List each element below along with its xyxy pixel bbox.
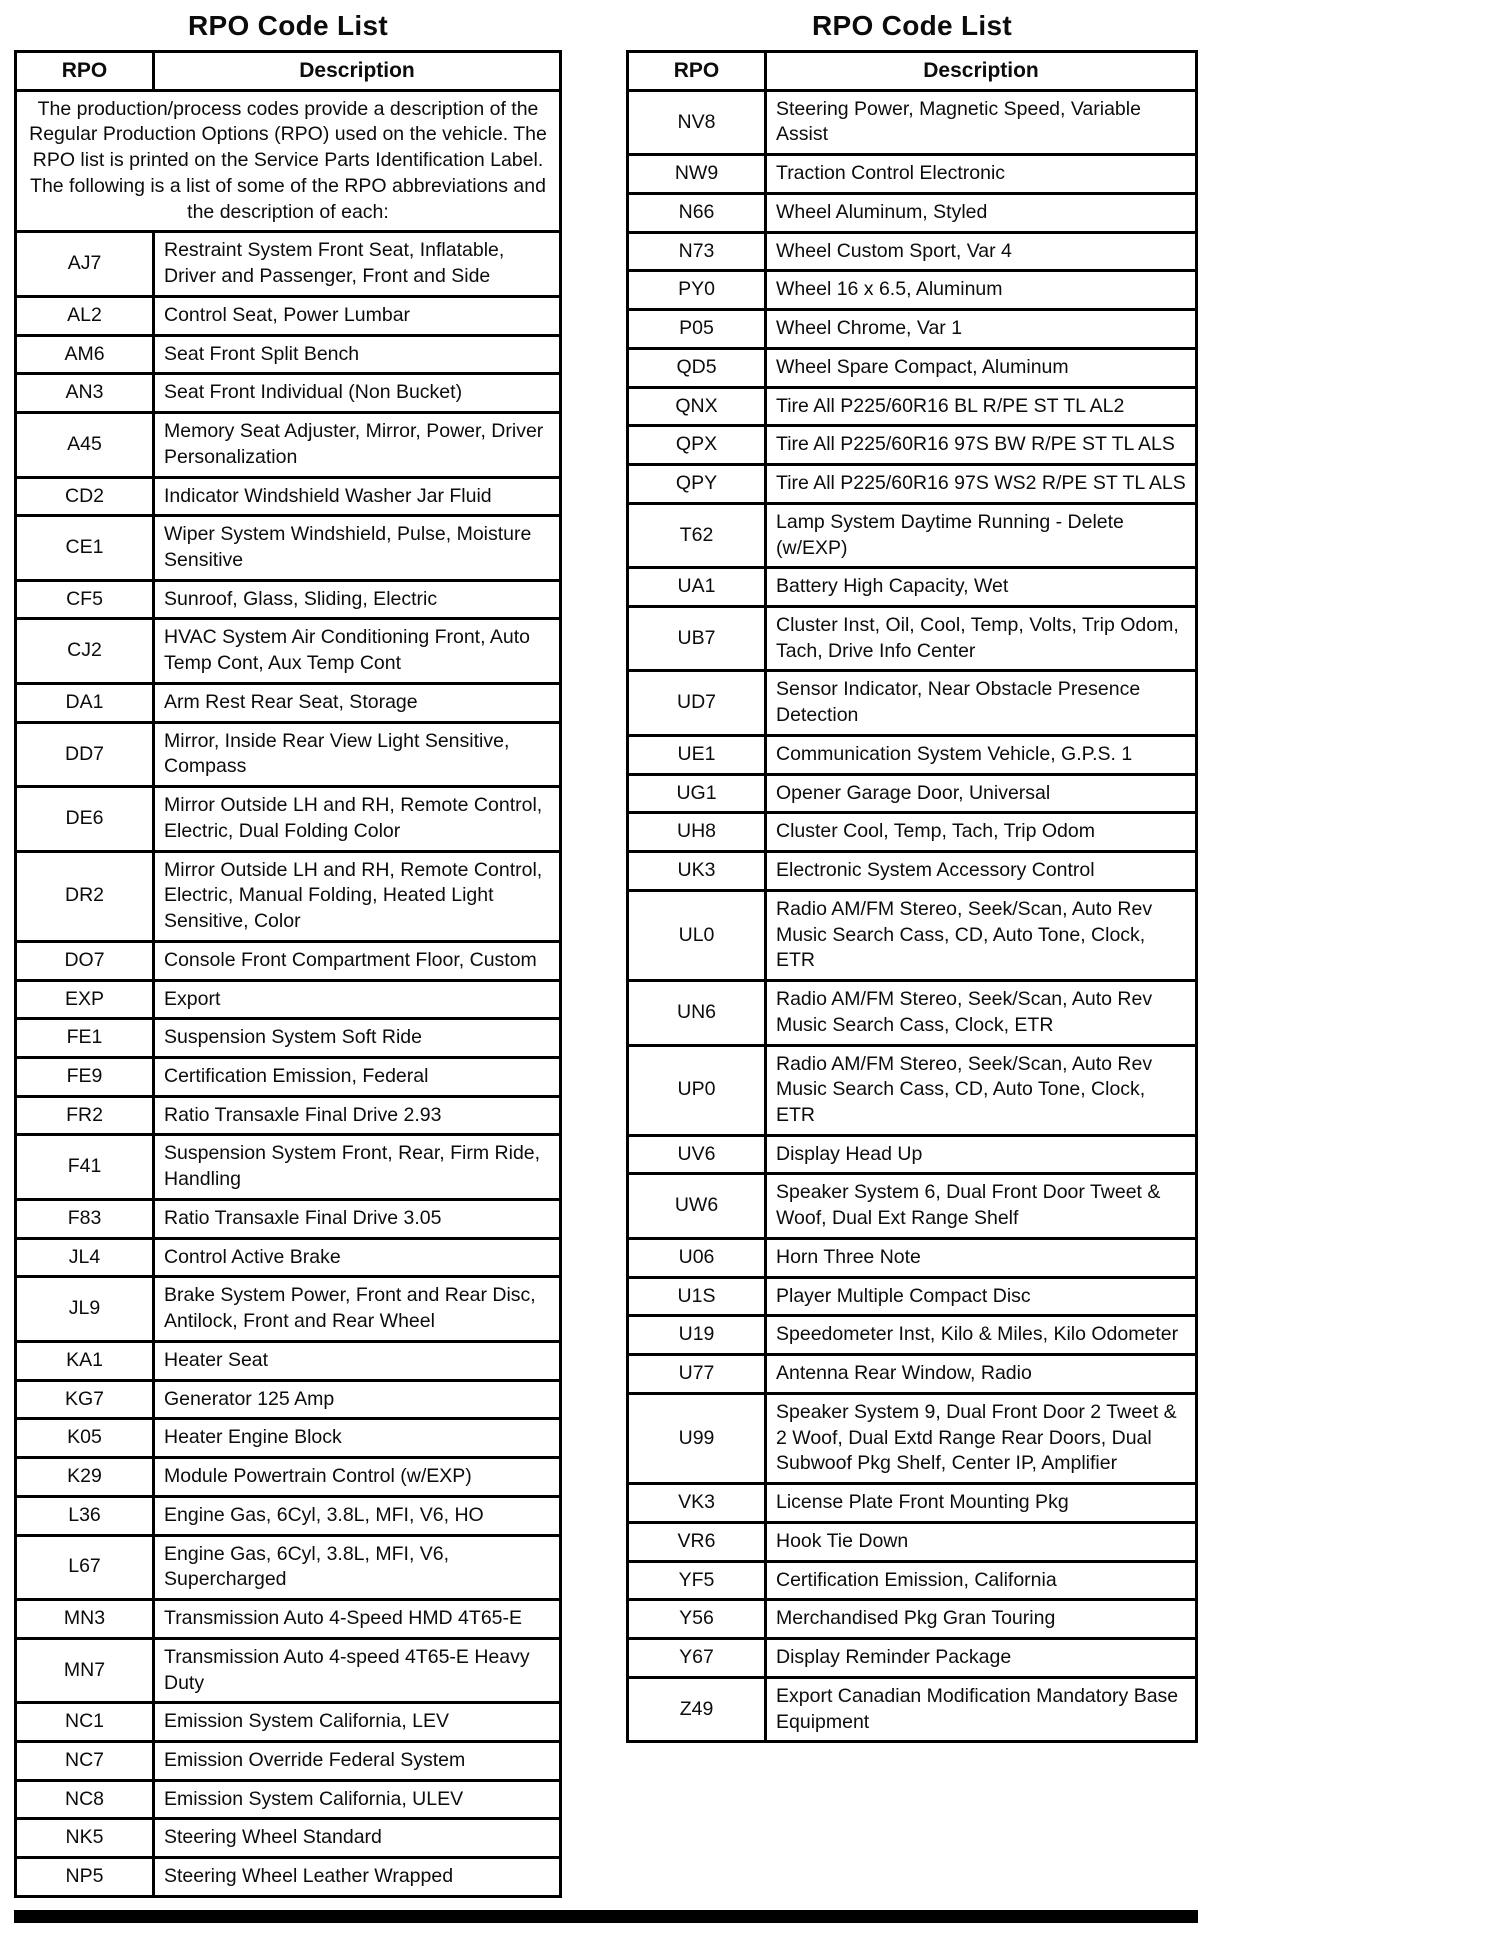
table-row (628, 1238, 1197, 1277)
rpo-description-cell: Wheel Aluminum, Styled (766, 193, 1197, 232)
rpo-code-cell: U06 (628, 1238, 766, 1277)
table-row (628, 852, 1197, 891)
table-row (16, 580, 561, 619)
rpo-column-header: RPO (16, 52, 154, 91)
rpo-description-cell: Console Front Compartment Floor, Custom (154, 941, 561, 980)
table-row (16, 374, 561, 413)
rpo-code-cell: UN6 (628, 981, 766, 1045)
table-row (16, 477, 561, 516)
table-row (16, 1135, 561, 1199)
rpo-description-cell: Arm Rest Rear Seat, Storage (154, 683, 561, 722)
rpo-description-cell: Ratio Transaxle Final Drive 3.05 (154, 1199, 561, 1238)
rpo-description-cell: Communication System Vehicle, G.P.S. 1 (766, 735, 1197, 774)
rpo-description-cell: Opener Garage Door, Universal (766, 774, 1197, 813)
table-row (16, 1496, 561, 1535)
rpo-code-cell: UB7 (628, 607, 766, 671)
right-table-title: RPO Code List (812, 10, 1012, 41)
rpo-description-cell: Engine Gas, 6Cyl, 3.8L, MFI, V6, Supercharged (154, 1535, 561, 1599)
table-row (16, 1600, 561, 1639)
rpo-code-cell: K05 (16, 1419, 154, 1458)
table-row (628, 1600, 1197, 1639)
table-row (628, 1355, 1197, 1394)
rpo-description-cell: Certification Emission, Federal (154, 1058, 561, 1097)
rpo-description-cell: Indicator Windshield Washer Jar Fluid (154, 477, 561, 516)
table-row (16, 1277, 561, 1341)
table-row (628, 348, 1197, 387)
rpo-description-cell: Mirror Outside LH and RH, Remote Control, Electric, Dual Folding Color (154, 787, 561, 851)
rpo-description-cell: Emission Override Federal System (154, 1741, 561, 1780)
rpo-description-cell: Display Reminder Package (766, 1639, 1197, 1678)
rpo-code-cell: FE1 (16, 1019, 154, 1058)
table-row (16, 1341, 561, 1380)
rpo-table-left (14, 50, 562, 1898)
table-row (16, 980, 561, 1019)
rpo-code-cell: DR2 (16, 851, 154, 941)
table-row (628, 232, 1197, 271)
rpo-code-cell: QPY (628, 465, 766, 504)
rpo-description-cell: Heater Engine Block (154, 1419, 561, 1458)
rpo-description-cell: Display Head Up (766, 1135, 1197, 1174)
rpo-description-cell: Export Canadian Modification Mandatory Base Equipment (766, 1677, 1197, 1741)
rpo-description-cell: Player Multiple Compact Disc (766, 1277, 1197, 1316)
rpo-code-cell: AN3 (16, 374, 154, 413)
rpo-code-cell: VR6 (628, 1522, 766, 1561)
rpo-description-cell: Ratio Transaxle Final Drive 2.93 (154, 1096, 561, 1135)
left-table-title: RPO Code List (188, 10, 388, 41)
rpo-code-cell: P05 (628, 310, 766, 349)
rpo-code-cell: UP0 (628, 1045, 766, 1135)
rpo-description-cell: Steering Power, Magnetic Speed, Variable Assist (766, 90, 1197, 154)
rpo-description-cell: Control Active Brake (154, 1238, 561, 1277)
rpo-code-cell: NC8 (16, 1780, 154, 1819)
rpo-code-cell: FE9 (16, 1058, 154, 1097)
table-row (628, 193, 1197, 232)
left-column (14, 8, 562, 1898)
intro-row (16, 90, 561, 232)
rpo-description-cell: Transmission Auto 4-speed 4T65-E Heavy Duty (154, 1638, 561, 1702)
rpo-code-cell: L67 (16, 1535, 154, 1599)
table-row (16, 335, 561, 374)
rpo-description-cell: Speaker System 6, Dual Front Door Tweet & Woof, Dual Ext Range Shelf (766, 1174, 1197, 1238)
rpo-description-cell: Battery High Capacity, Wet (766, 568, 1197, 607)
rpo-description-cell: Memory Seat Adjuster, Mirror, Power, Driver Personalization (154, 413, 561, 477)
rpo-code-cell: Y67 (628, 1639, 766, 1678)
table-header-row (628, 52, 1197, 91)
rpo-code-cell: UW6 (628, 1174, 766, 1238)
rpo-description-cell: Traction Control Electronic (766, 155, 1197, 194)
rpo-description-cell: Horn Three Note (766, 1238, 1197, 1277)
rpo-code-cell: NV8 (628, 90, 766, 154)
rpo-description-cell: Emission System California, LEV (154, 1703, 561, 1742)
rpo-code-cell: N66 (628, 193, 766, 232)
rpo-code-cell: KG7 (16, 1380, 154, 1419)
rpo-code-cell: L36 (16, 1496, 154, 1535)
rpo-code-cell: YF5 (628, 1561, 766, 1600)
table-row (16, 619, 561, 683)
rpo-description-cell: Heater Seat (154, 1341, 561, 1380)
description-column-header: Description (766, 52, 1197, 91)
rpo-code-cell: QD5 (628, 348, 766, 387)
rpo-code-cell: UV6 (628, 1135, 766, 1174)
table-row (16, 1458, 561, 1497)
rpo-description-cell: Suspension System Front, Rear, Firm Ride, Handling (154, 1135, 561, 1199)
table-row (628, 1484, 1197, 1523)
rpo-description-cell: Brake System Power, Front and Rear Disc, Antilock, Front and Rear Wheel (154, 1277, 561, 1341)
rpo-description-cell: Wiper System Windshield, Pulse, Moisture Sensitive (154, 516, 561, 580)
right-table-body (628, 90, 1197, 1742)
rpo-code-cell: K29 (16, 1458, 154, 1497)
rpo-description-cell: Wheel Chrome, Var 1 (766, 310, 1197, 349)
rpo-code-cell: QNX (628, 387, 766, 426)
rpo-description-cell: Sensor Indicator, Near Obstacle Presence Detection (766, 671, 1197, 735)
rpo-description-cell: Speaker System 9, Dual Front Door 2 Tweet & 2 Woof, Dual Extd Range Rear Doors, Dual Subwoof Pkg Shelf, Center IP, Amplifier (766, 1393, 1197, 1483)
rpo-code-cell: AM6 (16, 335, 154, 374)
rpo-code-cell: UH8 (628, 813, 766, 852)
table-row (16, 1638, 561, 1702)
rpo-description-cell: Speedometer Inst, Kilo & Miles, Kilo Odometer (766, 1316, 1197, 1355)
rpo-code-cell: Y56 (628, 1600, 766, 1639)
rpo-description-cell: Steering Wheel Standard (154, 1819, 561, 1858)
rpo-code-cell: UG1 (628, 774, 766, 813)
rpo-description-cell: Tire All P225/60R16 97S WS2 R/PE ST TL ALS (766, 465, 1197, 504)
table-header-row (16, 52, 561, 91)
rpo-description-cell: Generator 125 Amp (154, 1380, 561, 1419)
rpo-code-cell: NK5 (16, 1819, 154, 1858)
description-column-header: Description (154, 52, 561, 91)
table-row (16, 1703, 561, 1742)
rpo-code-cell: EXP (16, 980, 154, 1019)
rpo-description-cell: Engine Gas, 6Cyl, 3.8L, MFI, V6, HO (154, 1496, 561, 1535)
rpo-code-cell: UD7 (628, 671, 766, 735)
rpo-code-cell: UK3 (628, 852, 766, 891)
rpo-description-cell: Seat Front Individual (Non Bucket) (154, 374, 561, 413)
rpo-description-cell: Hook Tie Down (766, 1522, 1197, 1561)
table-row (16, 1238, 561, 1277)
rpo-code-cell: CJ2 (16, 619, 154, 683)
table-row (16, 1780, 561, 1819)
table-row (16, 1819, 561, 1858)
table-row (16, 1858, 561, 1897)
table-row (16, 722, 561, 786)
table-row (16, 1199, 561, 1238)
rpo-description-cell: Suspension System Soft Ride (154, 1019, 561, 1058)
rpo-description-cell: License Plate Front Mounting Pkg (766, 1484, 1197, 1523)
rpo-description-cell: Mirror, Inside Rear View Light Sensitive, Compass (154, 722, 561, 786)
rpo-code-cell: DO7 (16, 941, 154, 980)
rpo-description-cell: Merchandised Pkg Gran Touring (766, 1600, 1197, 1639)
rpo-code-cell: DA1 (16, 683, 154, 722)
rpo-code-cell: UE1 (628, 735, 766, 774)
rpo-code-cell: NW9 (628, 155, 766, 194)
table-row (628, 774, 1197, 813)
rpo-code-cell: NP5 (16, 1858, 154, 1897)
table-row (628, 1561, 1197, 1600)
table-row (628, 1135, 1197, 1174)
table-row (628, 271, 1197, 310)
rpo-code-cell: U19 (628, 1316, 766, 1355)
rpo-description-cell: Antenna Rear Window, Radio (766, 1355, 1197, 1394)
rpo-description-cell: Radio AM/FM Stereo, Seek/Scan, Auto Rev Music Search Cass, CD, Auto Tone, Clock, ETR (766, 1045, 1197, 1135)
rpo-description-cell: Tire All P225/60R16 BL R/PE ST TL AL2 (766, 387, 1197, 426)
table-row (628, 1639, 1197, 1678)
table-row (16, 1741, 561, 1780)
table-row (16, 232, 561, 296)
rpo-description-cell: Tire All P225/60R16 97S BW R/PE ST TL ALS (766, 426, 1197, 465)
table-row (16, 787, 561, 851)
rpo-code-cell: KA1 (16, 1341, 154, 1380)
rpo-table-right (626, 50, 1198, 1743)
rpo-code-cell: T62 (628, 503, 766, 567)
rpo-code-cell: MN3 (16, 1600, 154, 1639)
rpo-description-cell: Mirror Outside LH and RH, Remote Control, Electric, Manual Folding, Heated Light Sensitive, Color (154, 851, 561, 941)
table-row (628, 1174, 1197, 1238)
table-row (628, 1316, 1197, 1355)
two-column-layout (14, 8, 1504, 1898)
rpo-description-cell: Radio AM/FM Stereo, Seek/Scan, Auto Rev Music Search Cass, CD, Auto Tone, Clock, ETR (766, 890, 1197, 980)
table-row (628, 387, 1197, 426)
rpo-code-cell: MN7 (16, 1638, 154, 1702)
table-row (16, 516, 561, 580)
table-row (628, 155, 1197, 194)
table-row (628, 671, 1197, 735)
table-row (16, 1419, 561, 1458)
table-row (628, 568, 1197, 607)
rpo-description-cell: Cluster Cool, Temp, Tach, Trip Odom (766, 813, 1197, 852)
table-row (628, 607, 1197, 671)
table-row (16, 851, 561, 941)
table-row (16, 1019, 561, 1058)
rpo-code-cell: QPX (628, 426, 766, 465)
table-row (628, 90, 1197, 154)
rpo-code-cell: FR2 (16, 1096, 154, 1135)
rpo-code-cell: UA1 (628, 568, 766, 607)
rpo-description-cell: Wheel 16 x 6.5, Aluminum (766, 271, 1197, 310)
table-row (16, 1058, 561, 1097)
table-row (16, 1535, 561, 1599)
rpo-description-cell: HVAC System Air Conditioning Front, Auto Temp Cont, Aux Temp Cont (154, 619, 561, 683)
table-row (16, 413, 561, 477)
table-row (628, 735, 1197, 774)
rpo-description-cell: Seat Front Split Bench (154, 335, 561, 374)
rpo-description-cell: Module Powertrain Control (w/EXP) (154, 1458, 561, 1497)
table-row (628, 426, 1197, 465)
rpo-description-cell: Transmission Auto 4-Speed HMD 4T65-E (154, 1600, 561, 1639)
rpo-code-cell: DE6 (16, 787, 154, 851)
rpo-code-cell: Z49 (628, 1677, 766, 1741)
rpo-description-cell: Radio AM/FM Stereo, Seek/Scan, Auto Rev Music Search Cass, Clock, ETR (766, 981, 1197, 1045)
rpo-code-cell: U1S (628, 1277, 766, 1316)
rpo-code-cell: F41 (16, 1135, 154, 1199)
rpo-description-cell: Cluster Inst, Oil, Cool, Temp, Volts, Trip Odom, Tach, Drive Info Center (766, 607, 1197, 671)
rpo-description-cell: Lamp System Daytime Running - Delete (w/EXP) (766, 503, 1197, 567)
table-row (628, 813, 1197, 852)
rpo-description-cell: Sunroof, Glass, Sliding, Electric (154, 580, 561, 619)
table-row (628, 981, 1197, 1045)
rpo-description-cell: Restraint System Front Seat, Inflatable, Driver and Passenger, Front and Side (154, 232, 561, 296)
table-row (628, 1277, 1197, 1316)
rpo-code-cell: U77 (628, 1355, 766, 1394)
table-row (628, 1393, 1197, 1483)
rpo-description-cell: Wheel Custom Sport, Var 4 (766, 232, 1197, 271)
table-row (628, 1045, 1197, 1135)
rpo-code-cell: VK3 (628, 1484, 766, 1523)
rpo-code-cell: NC7 (16, 1741, 154, 1780)
scan-edge-bar (14, 1910, 1198, 1923)
rpo-description-cell: Wheel Spare Compact, Aluminum (766, 348, 1197, 387)
left-table-body (16, 232, 561, 1897)
intro-text: The production/process codes provide a description of the Regular Production Options (RPO) used on the vehicle. The RPO list is printed on the Service Parts Identification Label. The following is a list of some of the RPO abbreviations and the description of each: (16, 90, 561, 232)
rpo-code-cell: CD2 (16, 477, 154, 516)
rpo-description-cell: Emission System California, ULEV (154, 1780, 561, 1819)
rpo-code-cell: NC1 (16, 1703, 154, 1742)
right-column (626, 8, 1198, 1743)
table-row (628, 503, 1197, 567)
table-row (16, 683, 561, 722)
rpo-code-cell: JL9 (16, 1277, 154, 1341)
rpo-code-cell: CF5 (16, 580, 154, 619)
table-row (628, 1677, 1197, 1741)
table-row (628, 465, 1197, 504)
rpo-column-header: RPO (628, 52, 766, 91)
rpo-description-cell: Electronic System Accessory Control (766, 852, 1197, 891)
rpo-code-cell: U99 (628, 1393, 766, 1483)
rpo-code-cell: F83 (16, 1199, 154, 1238)
rpo-description-cell: Control Seat, Power Lumbar (154, 296, 561, 335)
rpo-code-cell: DD7 (16, 722, 154, 786)
rpo-code-cell: AL2 (16, 296, 154, 335)
table-row (628, 1522, 1197, 1561)
rpo-code-cell: CE1 (16, 516, 154, 580)
rpo-code-cell: AJ7 (16, 232, 154, 296)
table-row (16, 296, 561, 335)
rpo-description-cell: Certification Emission, California (766, 1561, 1197, 1600)
rpo-code-cell: JL4 (16, 1238, 154, 1277)
rpo-description-cell: Export (154, 980, 561, 1019)
table-row (628, 310, 1197, 349)
rpo-code-cell: A45 (16, 413, 154, 477)
table-row (16, 1096, 561, 1135)
table-row (16, 941, 561, 980)
rpo-code-cell: PY0 (628, 271, 766, 310)
rpo-code-cell: UL0 (628, 890, 766, 980)
rpo-code-cell: N73 (628, 232, 766, 271)
table-row (628, 890, 1197, 980)
rpo-description-cell: Steering Wheel Leather Wrapped (154, 1858, 561, 1897)
table-row (16, 1380, 561, 1419)
